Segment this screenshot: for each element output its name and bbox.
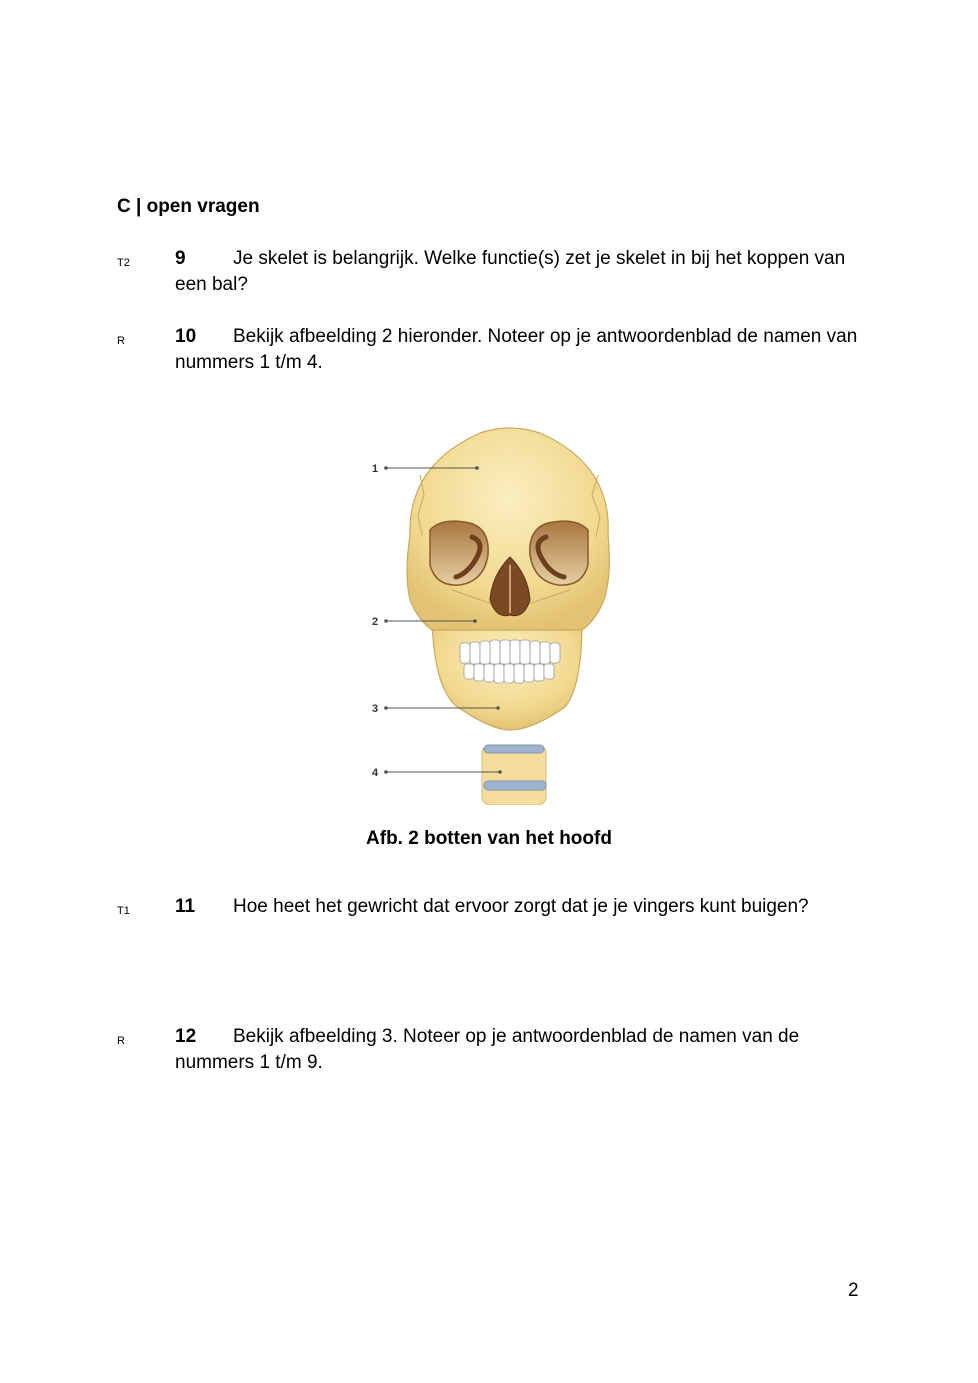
page-number: 2 xyxy=(848,1280,859,1301)
question-text: Je skelet is belangrijk. Welke functie(s) zet je skelet in bij het koppen van een bal? xyxy=(175,248,846,295)
question-text: Bekijk afbeelding 3. Noteer op je antwoordenblad de namen van de nummers 1 t/m 9. xyxy=(175,1026,800,1073)
skull-illustration xyxy=(360,425,620,805)
question-number: 11 xyxy=(175,896,196,917)
question-number: 12 xyxy=(175,1026,197,1047)
figure-label-3: 3 xyxy=(372,703,379,715)
intervertebral-disc xyxy=(484,745,544,753)
neck-vertebrae xyxy=(482,745,546,805)
figure-label-1: 1 xyxy=(372,463,379,475)
question-text: Hoe heet het gewricht dat ervoor zorgt dat je je vingers kunt buigen? xyxy=(233,896,809,917)
question-tag: R xyxy=(117,1035,125,1047)
figure-label-2: 2 xyxy=(372,616,379,628)
question-tag: T1 xyxy=(117,905,130,917)
question-tag: T2 xyxy=(117,257,130,269)
figure-caption: Afb. 2 botten van het hoofd xyxy=(366,828,612,849)
question-number: 9 xyxy=(175,248,186,269)
upper-teeth xyxy=(460,640,560,664)
lower-teeth xyxy=(464,664,554,683)
skull-figure xyxy=(360,425,620,805)
question-text: Bekijk afbeelding 2 hieronder. Noteer op je antwoordenblad de namen van nummers 1 t/m 4. xyxy=(175,326,858,373)
question-number: 10 xyxy=(175,326,197,347)
intervertebral-disc xyxy=(484,781,546,790)
figure-label-4: 4 xyxy=(372,767,379,779)
section-title: C | open vragen xyxy=(117,196,260,217)
question-tag: R xyxy=(117,335,125,347)
